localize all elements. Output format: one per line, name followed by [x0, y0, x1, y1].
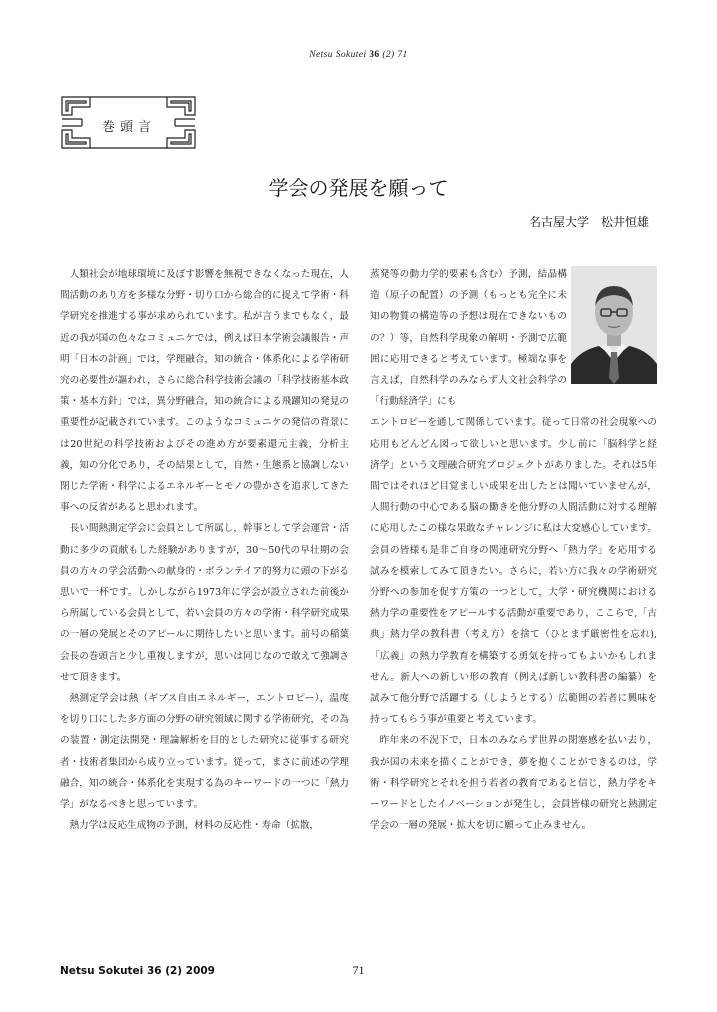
paragraph: 昨年来の不況下で，日本のみならず世界の閉塞感を払い去り，我が国の未来を描くことができ，夢を抱くことができるのは，学術・科学研究とそれを担う若者の教育であると信じ，熱力学をキーワードとしたイノベーションが発生し，会員皆様の研究と熱測定学会の一層の発展・拡大を切に願って止みません。 — [370, 735, 657, 832]
paragraph: 人類社会が地球環境に及ぼす影響を無視できなくなった現在，人間活動のあり方を多様な分野・切り口から総合的に捉えて学術・科学研究を推進する事が求められています。私が言うまでもなく，最近の我が国の色々なコミュニケでは，例えば日本学術会議報告・声明「日本の計画」では，学理融合，知の統合・体系化による学術研究の必要性が謳われ，さらに総合科学技術会議の「科学技術基本政策・基本方針」では，異分野融合，知の統合による飛躍知の発見の重要性が記載されています。このようなコミュニケの発信の背景には20世紀の科学技術およびその進め方が要素還元主義，分析主義，知の分化であり，その結果として，自然・生態系と協調しない閉じた学術・科学によるエネルギーとモノの豊かさを追求してきた事への反省があると思われます。 — [60, 269, 349, 514]
page-number-head: 71 — [397, 50, 408, 60]
article-title: 学会の発展を願って — [268, 176, 449, 200]
running-head — [0, 50, 717, 60]
paragraph-continued: 蒸発等の動力学的要素も含む）予測，結晶構造（原子の配置）の予測（もっとも完全に未知の物質の構造等の予想は現在できないものの？）等，自然科学現象の解明・予測で広範囲に応用できると考えています。極端な事を言えば，自然科学のみならず人文社会科学の「行動経済学」にも — [370, 269, 567, 408]
volume: 36 — [369, 50, 380, 60]
author-affiliation: 名古屋大学 松井恒雄 — [528, 215, 649, 229]
paragraph: 熱力学は反応生成物の予測，材料の反応性・寿命（拡散， — [69, 820, 320, 832]
issue: (2) — [382, 50, 395, 60]
paragraph: 長い間熱測定学会に会員として所属し，幹事として学会運営・活動に多少の貢献もした経験がありますが，30～50代の早壮期の会員の方々の学会活動への献身的・ボランテイア的努力に頭の下がる思いで一杯です。しかしながら1973年に学会が設立された前後から所属している会員として，若い会員の方々の学術・科学研究成果の一層の発展とそのアピールに期待したいと思います。前号の稲葉会長の巻頭言と少し重複しますが，思いは同じなので敢えて強調させて頂きます。 — [60, 523, 349, 683]
author-photo — [571, 266, 657, 384]
paragraph: エントロピーを通して関係しています。従って日常の社会現象への応用もどんどん図って欲しいと思います。少し前に「脳科学と経済学」という文理融合研究プロジェクトがありました。それは5年間ではそれほど目覚ましい成果を出したとは聞いていませんが，人間行動の中心である脳の働きを他分野の人間活動に対する理解に応用したこの様な果敢なチャレンジに私は大変感心しています。会員の皆様も是非ご自身の関連研究分野へ「熱力学」を応用する試みを模索してみて頂きたい。さらに，若い方に我々の学術研究分野への参加を促す方策の一つとして，大学・研究機関における熱力学の重要性をアピールする活動が重要であり，ここらで,「古典」熱力学の教科書（考え方）を捨て（ひとまず厳密性を忘れ),「広義」の熱力学教育を構築する勇気を持ってもよいかもしれません。新人への新しい形の教育（例えば新しい教科書の編纂）を試みて他分野で活躍する（しようとする）広範囲の若者に興味を持ってもらう事が重要と考えています。 — [370, 417, 657, 726]
footer-journal: Netsu Sokutei 36 (2) 2009 — [60, 965, 215, 977]
section-label: 巻頭言 — [101, 120, 156, 135]
paragraph: 熱測定学会は熱（ギブス自由エネルギー，エントロピー），温度を切り口にした多方面の分野の研究領域に関する学術研究，その為の装置・測定法開発・理論解析を目的とした研究に従事する研究者・技術者集団から成り立っています。従って，まさに前述の学理融合，知の統合・体系化を実現する為のキーワードの一つに「熱力学」がなるべきと思っています。 — [60, 693, 349, 811]
journal-name: Netsu Sokutei — [309, 50, 367, 60]
left-column — [60, 264, 349, 836]
footer-page-number: 71 — [352, 963, 365, 977]
